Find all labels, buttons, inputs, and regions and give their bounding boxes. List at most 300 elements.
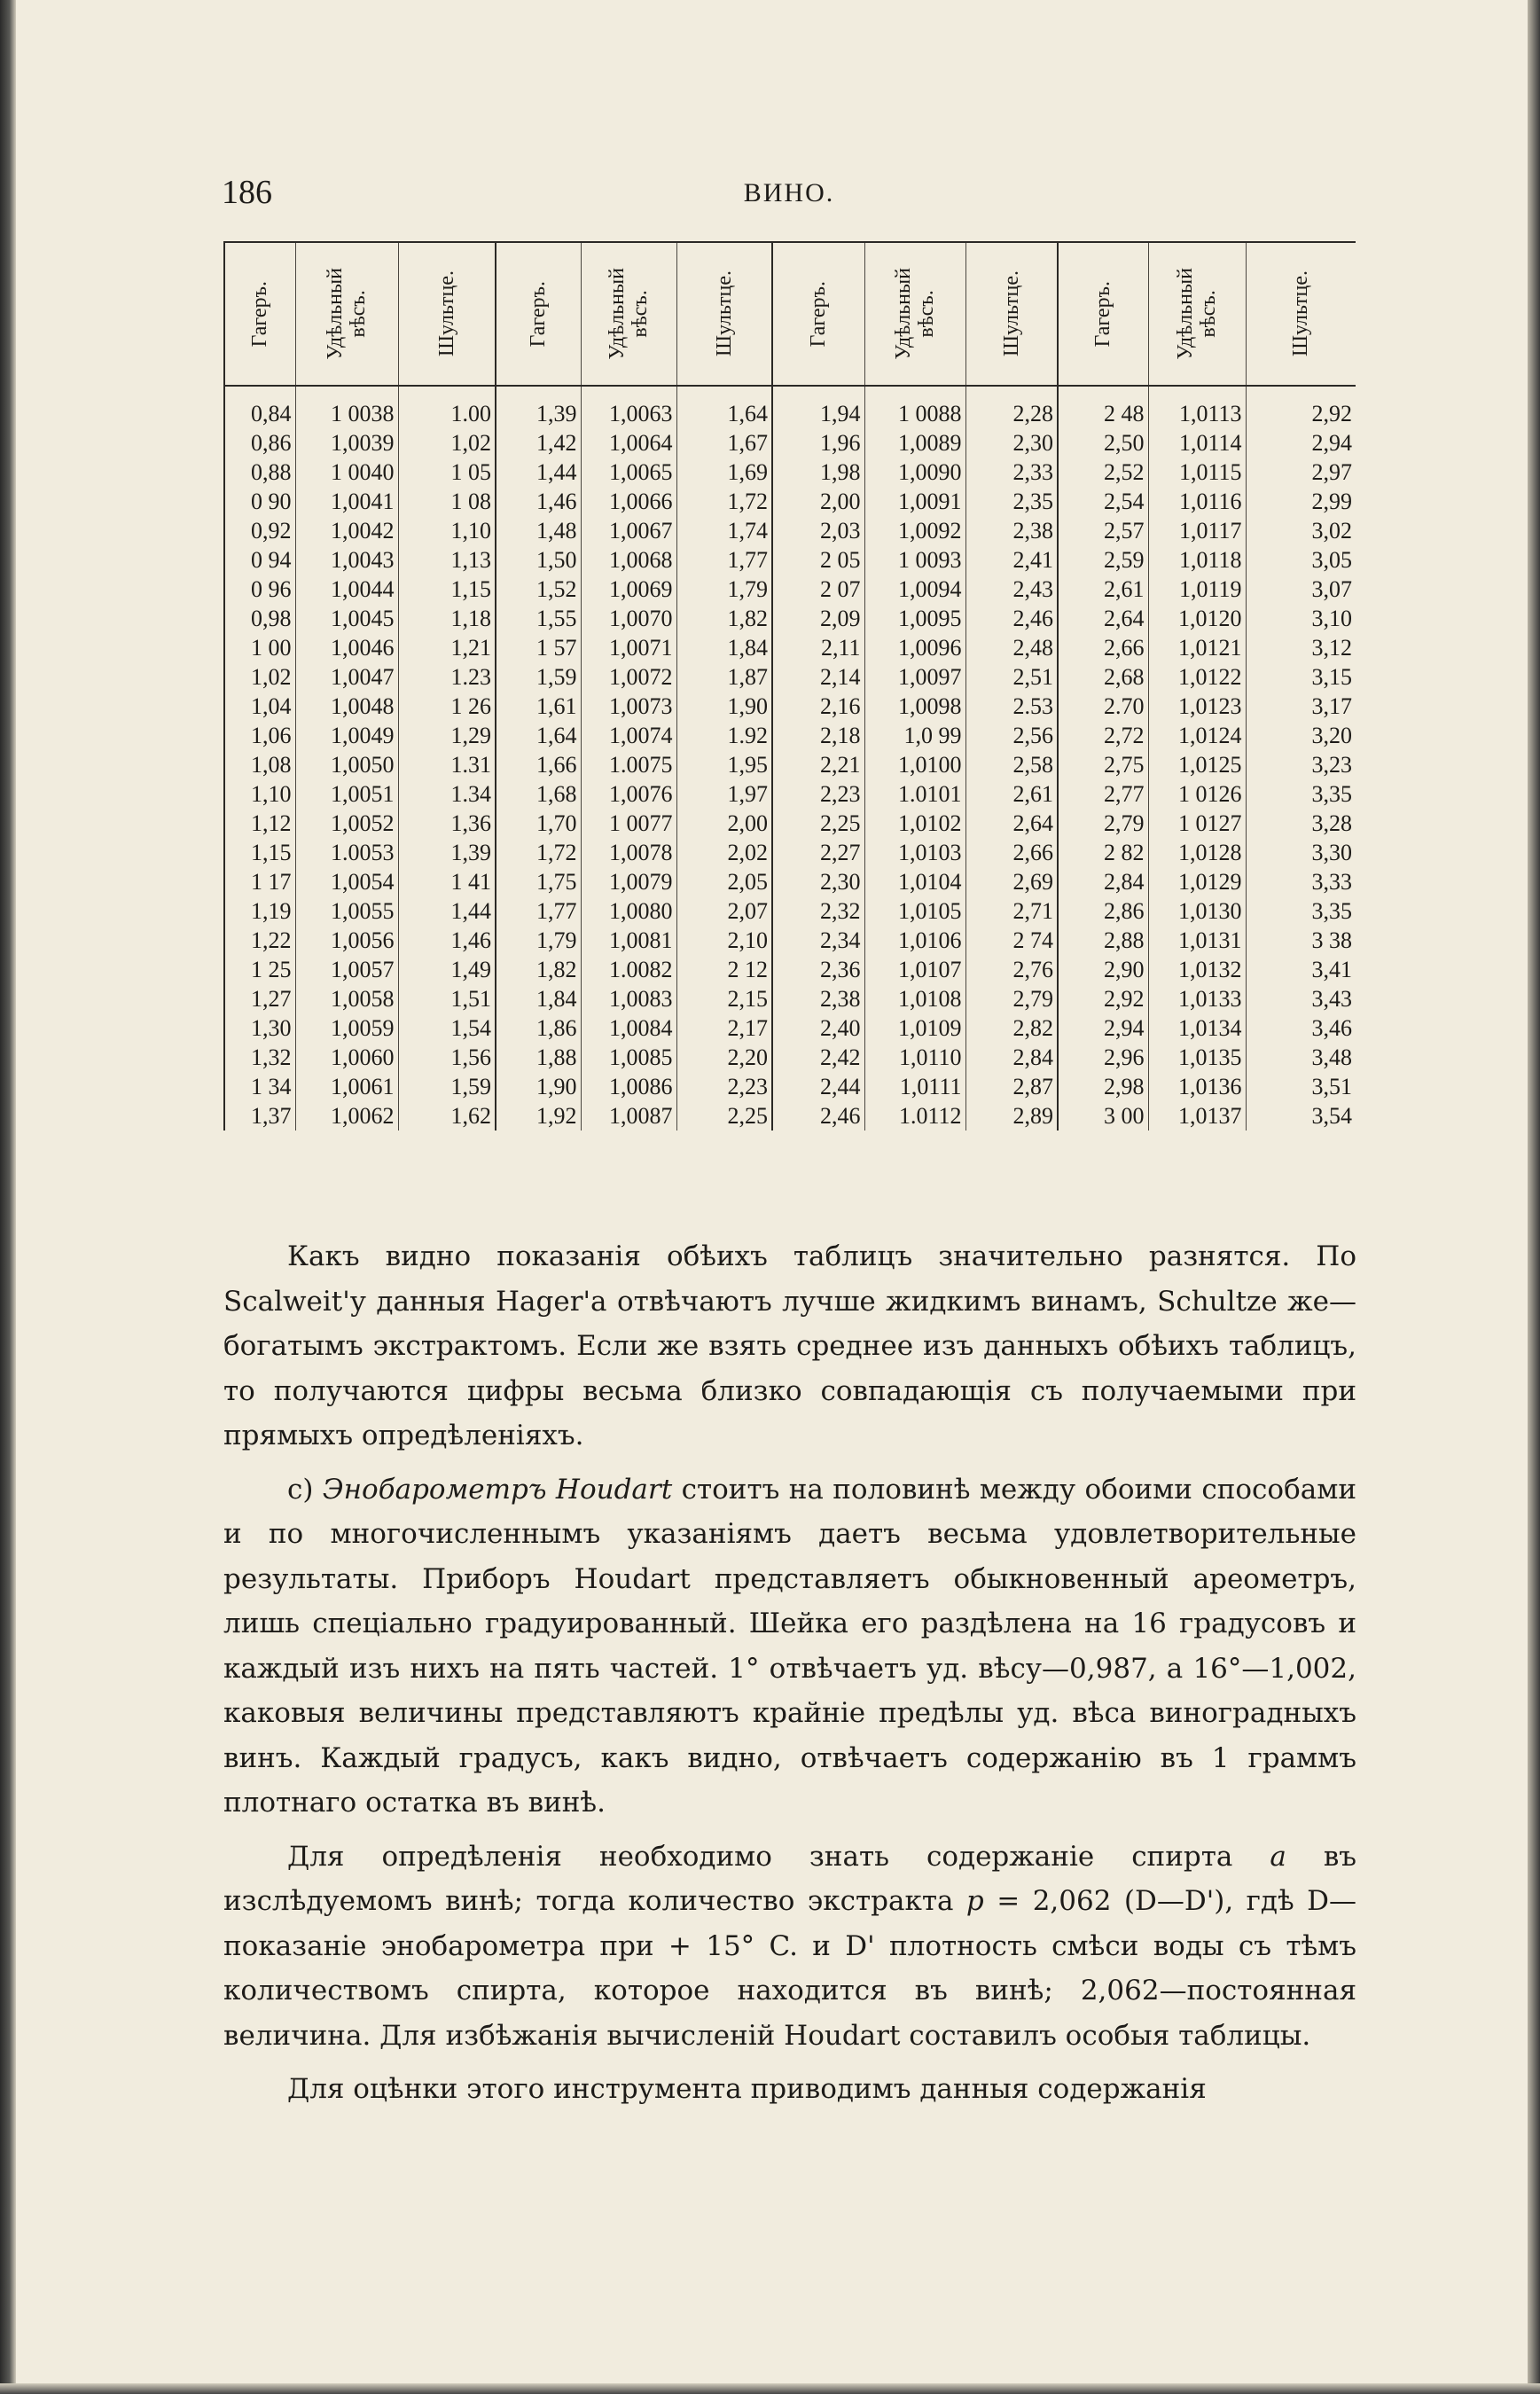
table-cell: 2,89 — [965, 1101, 1058, 1130]
table-cell: 2,17 — [676, 1013, 772, 1043]
table-cell: 1,0063 — [581, 386, 676, 428]
table-cell: 2,25 — [676, 1101, 772, 1130]
table-cell: 1,0134 — [1148, 1013, 1246, 1043]
table-cell: 1,37 — [224, 1101, 295, 1130]
table-cell: 2 07 — [772, 575, 864, 604]
table-cell: 1.0082 — [581, 955, 676, 984]
table-cell: 1,0103 — [864, 838, 965, 867]
table-cell: 1,0095 — [864, 604, 965, 633]
table-cell: 1 34 — [224, 1072, 295, 1101]
table-cell: 1,66 — [496, 750, 581, 779]
table-cell: 1,0111 — [864, 1072, 965, 1101]
table-cell: 3,41 — [1246, 955, 1356, 984]
page-edge-left — [0, 0, 16, 2394]
table-cell: 2,56 — [965, 721, 1058, 750]
table-cell: 1,0098 — [864, 692, 965, 721]
column-header — [864, 242, 965, 386]
table-cell: 1,06 — [224, 721, 295, 750]
table-cell: 1,42 — [496, 428, 581, 458]
table-cell: 2,36 — [772, 955, 864, 984]
table-cell: 2,28 — [965, 386, 1058, 428]
table-cell: 1,72 — [496, 838, 581, 867]
column-header-label: Гагеръ. — [527, 280, 551, 348]
table-cell: 1,0129 — [1148, 867, 1246, 896]
table-cell: 1,08 — [224, 750, 295, 779]
table-cell: 1,97 — [676, 779, 772, 809]
table-cell: 1,0107 — [864, 955, 965, 984]
column-header-label: Удѣльный вѣсъ. — [324, 268, 370, 360]
table-cell: 2,09 — [772, 604, 864, 633]
table-cell: 1,0043 — [295, 545, 398, 575]
table-cell: 1,0125 — [1148, 750, 1246, 779]
table-cell: 2,44 — [772, 1072, 864, 1101]
table-cell: 1,50 — [496, 545, 581, 575]
table-cell: 1,62 — [398, 1101, 496, 1130]
table-cell: 2,15 — [676, 984, 772, 1013]
column-header — [1246, 242, 1356, 386]
table-cell: 3 38 — [1246, 926, 1356, 955]
table-cell: 2,71 — [965, 896, 1058, 926]
table-cell: 1,0122 — [1148, 662, 1246, 692]
column-header — [965, 242, 1058, 386]
variable-p: p — [965, 1885, 984, 1917]
table-cell: 1,32 — [224, 1043, 295, 1072]
table-cell: 2,99 — [1246, 487, 1356, 516]
table-cell: 2,54 — [1058, 487, 1148, 516]
table-cell: 2,00 — [676, 809, 772, 838]
table-cell: 1,0090 — [864, 458, 965, 487]
table-cell: 1,0066 — [581, 487, 676, 516]
table-cell: 3,28 — [1246, 809, 1356, 838]
table-cell: 2,33 — [965, 458, 1058, 487]
table-cell: 1,0042 — [295, 516, 398, 545]
table-cell: 1,77 — [496, 896, 581, 926]
table-cell: 2,79 — [1058, 809, 1148, 838]
table-cell: 1,0058 — [295, 984, 398, 1013]
table-cell: 2,21 — [772, 750, 864, 779]
table-cell: 1,0048 — [295, 692, 398, 721]
table-cell: 1,75 — [496, 867, 581, 896]
table-cell: 1,86 — [496, 1013, 581, 1043]
table-cell: 2,64 — [965, 809, 1058, 838]
table-cell: 2,38 — [965, 516, 1058, 545]
table-cell: 1,0097 — [864, 662, 965, 692]
running-title: ВИНО. — [743, 178, 835, 207]
table-cell: 1,0056 — [295, 926, 398, 955]
column-header-label: Гагеръ. — [807, 280, 831, 348]
table-cell: 2,61 — [965, 779, 1058, 809]
table-cell: 1,44 — [398, 896, 496, 926]
table-cell: 3,17 — [1246, 692, 1356, 721]
table-cell: 1,56 — [398, 1043, 496, 1072]
table-cell: 2 82 — [1058, 838, 1148, 867]
table-cell: 1,59 — [496, 662, 581, 692]
table-cell: 2,66 — [1058, 633, 1148, 662]
table-cell: 1,0085 — [581, 1043, 676, 1072]
column-header — [1148, 242, 1246, 386]
table-cell: 1,0121 — [1148, 633, 1246, 662]
table-cell: 1,82 — [496, 955, 581, 984]
table-cell: 2,18 — [772, 721, 864, 750]
table-cell: 2,96 — [1058, 1043, 1148, 1072]
table-cell: 1,0054 — [295, 867, 398, 896]
page-header — [222, 173, 1356, 217]
formula-text-a: Для опредѣленія необходимо знать содержаніе спирта — [287, 1840, 1270, 1873]
table-cell: 1,84 — [496, 984, 581, 1013]
column-header — [1058, 242, 1148, 386]
table-cell: 1,0104 — [864, 867, 965, 896]
table-cell: 1 0040 — [295, 458, 398, 487]
table-cell: 1,0106 — [864, 926, 965, 955]
table-cell: 2,52 — [1058, 458, 1148, 487]
table-row — [224, 662, 1356, 692]
page-edge-right — [1528, 0, 1540, 2394]
table-cell: 1,77 — [676, 545, 772, 575]
table-cell: 1,0131 — [1148, 926, 1246, 955]
table-cell: 1,68 — [496, 779, 581, 809]
table-cell: 2,07 — [676, 896, 772, 926]
table-cell: 2,25 — [772, 809, 864, 838]
table-cell: 1,95 — [676, 750, 772, 779]
table-row — [224, 750, 1356, 779]
table-cell: 1,0133 — [1148, 984, 1246, 1013]
table-row — [224, 604, 1356, 633]
table-cell: 1 0077 — [581, 809, 676, 838]
table-header-row — [224, 242, 1356, 386]
table-cell: 1.0112 — [864, 1101, 965, 1130]
table-cell: 3,15 — [1246, 662, 1356, 692]
table-cell: 1,0084 — [581, 1013, 676, 1043]
table-cell: 3,10 — [1246, 604, 1356, 633]
table-cell: 1 05 — [398, 458, 496, 487]
table-cell: 1.00 — [398, 386, 496, 428]
table-cell: 1,98 — [772, 458, 864, 487]
table-cell: 1 08 — [398, 487, 496, 516]
table-cell: 2,66 — [965, 838, 1058, 867]
table-cell: 2,02 — [676, 838, 772, 867]
formula-text-b: въ изслѣдуемомъ винѣ; тогда количество экстракта — [223, 1840, 1357, 1917]
table-cell: 1,0119 — [1148, 575, 1246, 604]
table-row — [224, 896, 1356, 926]
table-cell: 1,0069 — [581, 575, 676, 604]
table-cell: 1,39 — [398, 838, 496, 867]
table-cell: 2,23 — [772, 779, 864, 809]
table-cell: 1.34 — [398, 779, 496, 809]
table-cell: 1,0137 — [1148, 1101, 1246, 1130]
table-cell: 1,0128 — [1148, 838, 1246, 867]
table-cell: 2,00 — [772, 487, 864, 516]
table-cell: 1,72 — [676, 487, 772, 516]
column-header — [496, 242, 581, 386]
table-cell: 1,0049 — [295, 721, 398, 750]
table-cell: 2,72 — [1058, 721, 1148, 750]
table-cell: 1.0101 — [864, 779, 965, 809]
table-cell: 2,59 — [1058, 545, 1148, 575]
table-cell: 2,90 — [1058, 955, 1148, 984]
table-row — [224, 428, 1356, 458]
paragraph-enobarometer-text: стоитъ на половинѣ между обоими способами и по многочисленнымъ указаніямъ даетъ весьма удовлетворительные результаты. Приборъ Houdart представляетъ обыкновенный ареометръ, лишь спеціально градуированный. Шейка его раздѣлена на 16 градусовъ и каждый изъ нихъ на пять частей. 1° отвѣчаетъ уд. вѣсу—0,987, а 16°—1,002, каковыя величины представляютъ крайніе предѣлы уд. вѣса виноградныхъ винъ. Каждый градусъ, какъ видно, отвѣчаетъ содержанію въ 1 граммъ плотнаго остатка въ винѣ. — [223, 1473, 1356, 1819]
table-cell: 1 0127 — [1148, 809, 1246, 838]
table-cell: 2,27 — [772, 838, 864, 867]
table-cell: 3,33 — [1246, 867, 1356, 896]
table-row — [224, 955, 1356, 984]
table-row — [224, 692, 1356, 721]
table-cell: 1,0110 — [864, 1043, 965, 1072]
table-cell: 1,15 — [224, 838, 295, 867]
table-cell: 2,51 — [965, 662, 1058, 692]
table-cell: 1,90 — [676, 692, 772, 721]
table-cell: 1,61 — [496, 692, 581, 721]
table-cell: 1 57 — [496, 633, 581, 662]
formula-text-c: = 2,062 (D—D'), гдѣ D—показаніе энобарометра при + 15° C. и D' плотность смѣси воды съ тѣмъ количествомъ спирта, которое находится въ винѣ; 2,062—постоянная величина. Для избѣжанія вычисленій Houdart составилъ особыя таблицы. — [223, 1885, 1356, 2052]
table-cell: 1,0100 — [864, 750, 965, 779]
table-cell: 2,46 — [772, 1101, 864, 1130]
table-cell: 1,87 — [676, 662, 772, 692]
table-cell: 1,0067 — [581, 516, 676, 545]
table-cell: 1,92 — [496, 1101, 581, 1130]
table-cell: 1,10 — [224, 779, 295, 809]
table-cell: 2,20 — [676, 1043, 772, 1072]
table-cell: 1,10 — [398, 516, 496, 545]
page-number: 186 — [222, 174, 272, 211]
table-row — [224, 809, 1356, 838]
table-cell: 1,0052 — [295, 809, 398, 838]
table-cell: 1,0087 — [581, 1101, 676, 1130]
table-cell: 2,32 — [772, 896, 864, 926]
table-cell: 2,40 — [772, 1013, 864, 1043]
table-cell: 1,15 — [398, 575, 496, 604]
table-cell: 0,92 — [224, 516, 295, 545]
table-cell: 1,21 — [398, 633, 496, 662]
table-row — [224, 838, 1356, 867]
table-cell: 1 17 — [224, 867, 295, 896]
table-cell: 1,96 — [772, 428, 864, 458]
table-cell: 1,0091 — [864, 487, 965, 516]
table-cell: 1,0108 — [864, 984, 965, 1013]
table-row — [224, 867, 1356, 896]
table-cell: 1,0072 — [581, 662, 676, 692]
column-header — [772, 242, 864, 386]
table-cell: 2,30 — [772, 867, 864, 896]
column-header-label: Удѣльный вѣсъ. — [606, 268, 652, 360]
table-cell: 1,0057 — [295, 955, 398, 984]
table-cell: 3,02 — [1246, 516, 1356, 545]
table-cell: 1,36 — [398, 809, 496, 838]
table-cell: 1,29 — [398, 721, 496, 750]
table-cell: 1,90 — [496, 1072, 581, 1101]
table-cell: 2,57 — [1058, 516, 1148, 545]
list-marker: c) — [287, 1473, 323, 1506]
table-cell: 1 0088 — [864, 386, 965, 428]
table-cell: 1,0078 — [581, 838, 676, 867]
table-cell: 1 41 — [398, 867, 496, 896]
table-cell: 2,30 — [965, 428, 1058, 458]
table-cell: 0,88 — [224, 458, 295, 487]
table-cell: 2,64 — [1058, 604, 1148, 633]
table-cell: 2,76 — [965, 955, 1058, 984]
column-header — [398, 242, 496, 386]
table-row — [224, 516, 1356, 545]
table-cell: 2,05 — [676, 867, 772, 896]
table-cell: 1,82 — [676, 604, 772, 633]
table-cell: 2,92 — [1246, 386, 1356, 428]
table-cell: 2,35 — [965, 487, 1058, 516]
table-cell: 1,0080 — [581, 896, 676, 926]
table-cell: 2,77 — [1058, 779, 1148, 809]
table-cell: 1,0116 — [1148, 487, 1246, 516]
table-row — [224, 926, 1356, 955]
table-cell: 1,0 99 — [864, 721, 965, 750]
column-header-label: Шультце. — [712, 270, 736, 357]
table-cell: 1,84 — [676, 633, 772, 662]
table-row — [224, 633, 1356, 662]
table-cell: 1,0092 — [864, 516, 965, 545]
body-text — [223, 1234, 1356, 2121]
table-row — [224, 545, 1356, 575]
table-cell: 1,0089 — [864, 428, 965, 458]
table-cell: 1,0115 — [1148, 458, 1246, 487]
table-cell: 2,86 — [1058, 896, 1148, 926]
table-cell: 1 0038 — [295, 386, 398, 428]
table-cell: 1,04 — [224, 692, 295, 721]
table-cell: 2,61 — [1058, 575, 1148, 604]
table-cell: 1,0096 — [864, 633, 965, 662]
density-table — [223, 241, 1355, 1206]
table-cell: 1,46 — [398, 926, 496, 955]
table-cell: 2,43 — [965, 575, 1058, 604]
paragraph-comparison: Какъ видно показанія обѣихъ таблицъ значительно разнятся. По Scalweit'у данныя Hager'а отвѣчаютъ лучше жидкимъ винамъ, Schultze же—богатымъ экстрактомъ. Если же взять среднее изъ данныхъ обѣихъ таблицъ, то получаются цифры весьма близко совпадающія съ получаемыми при прямыхъ опредѣленіяхъ. — [223, 1240, 1356, 1451]
table-cell: 1,18 — [398, 604, 496, 633]
table-row — [224, 487, 1356, 516]
table-cell: 1,12 — [224, 809, 295, 838]
table-row — [224, 1013, 1356, 1043]
table-cell: 2 48 — [1058, 386, 1148, 428]
table-cell: 3,43 — [1246, 984, 1356, 1013]
table-cell: 1,0068 — [581, 545, 676, 575]
table-cell: 3,46 — [1246, 1013, 1356, 1043]
table-cell: 2,14 — [772, 662, 864, 692]
table-cell: 2,82 — [965, 1013, 1058, 1043]
table-cell: 2 12 — [676, 955, 772, 984]
table-cell: 1,0060 — [295, 1043, 398, 1072]
table-cell: 1.92 — [676, 721, 772, 750]
table-cell: 1,13 — [398, 545, 496, 575]
table-cell: 3 00 — [1058, 1101, 1148, 1130]
table-cell: 2,88 — [1058, 926, 1148, 955]
table-cell: 1,0130 — [1148, 896, 1246, 926]
table-cell: 1,88 — [496, 1043, 581, 1072]
table-cell: 1,02 — [224, 662, 295, 692]
table-cell: 1,0050 — [295, 750, 398, 779]
table-cell: 1,0059 — [295, 1013, 398, 1043]
table-cell: 1,69 — [676, 458, 772, 487]
table-cell: 1,79 — [676, 575, 772, 604]
table-cell: 1,0120 — [1148, 604, 1246, 633]
table-cell: 1 0093 — [864, 545, 965, 575]
table-cell: 0,98 — [224, 604, 295, 633]
column-header — [295, 242, 398, 386]
table-cell: 1,0064 — [581, 428, 676, 458]
table-cell: 1,44 — [496, 458, 581, 487]
table-cell: 2.70 — [1058, 692, 1148, 721]
table-cell: 1,94 — [772, 386, 864, 428]
table-cell: 1,0118 — [1148, 545, 1246, 575]
table-cell: 1,0046 — [295, 633, 398, 662]
table-cell: 2,84 — [965, 1043, 1058, 1072]
table-cell: 1,51 — [398, 984, 496, 1013]
table-cell: 0,84 — [224, 386, 295, 428]
table-cell: 1,0045 — [295, 604, 398, 633]
table-cell: 1,46 — [496, 487, 581, 516]
table-cell: 1,0109 — [864, 1013, 965, 1043]
table-cell: 2,16 — [772, 692, 864, 721]
table-cell: 2,42 — [772, 1043, 864, 1072]
table-cell: 1,0074 — [581, 721, 676, 750]
table-cell: 1,0051 — [295, 779, 398, 809]
column-header-label: Шультце. — [1289, 270, 1313, 357]
table-cell: 2,87 — [965, 1072, 1058, 1101]
table-cell: 2,69 — [965, 867, 1058, 896]
table-cell: 2 74 — [965, 926, 1058, 955]
table-cell: 1,0135 — [1148, 1043, 1246, 1072]
table-cell: 1,0081 — [581, 926, 676, 955]
table-cell: 1.0053 — [295, 838, 398, 867]
table-cell: 1,54 — [398, 1013, 496, 1043]
table-cell: 2.53 — [965, 692, 1058, 721]
table-cell: 3,35 — [1246, 779, 1356, 809]
table-cell: 1,0073 — [581, 692, 676, 721]
table-cell: 1,74 — [676, 516, 772, 545]
table-cell: 3,07 — [1246, 575, 1356, 604]
table-cell: 1.23 — [398, 662, 496, 692]
table-cell: 2 05 — [772, 545, 864, 575]
table-cell: 1,0124 — [1148, 721, 1246, 750]
table-cell: 1,0132 — [1148, 955, 1246, 984]
table-cell: 0 90 — [224, 487, 295, 516]
table-cell: 1,59 — [398, 1072, 496, 1101]
table-cell: 1,0136 — [1148, 1072, 1246, 1101]
table-cell: 1,0039 — [295, 428, 398, 458]
column-header-label: Удѣльный вѣсъ. — [892, 268, 938, 360]
column-header-label: Шультце. — [999, 270, 1023, 357]
table-cell: 1,70 — [496, 809, 581, 838]
table-cell: 1,0079 — [581, 867, 676, 896]
table-cell: 1,0105 — [864, 896, 965, 926]
column-header — [224, 242, 295, 386]
column-header-label: Удѣльный вѣсъ. — [1174, 268, 1220, 360]
table-cell: 1,0117 — [1148, 516, 1246, 545]
table-cell: 2,03 — [772, 516, 864, 545]
table-cell: 1,0041 — [295, 487, 398, 516]
table-cell: 1,0113 — [1148, 386, 1246, 428]
table-cell: 2,11 — [772, 633, 864, 662]
table-cell: 3,12 — [1246, 633, 1356, 662]
table-cell: 2,79 — [965, 984, 1058, 1013]
table-cell: 2,50 — [1058, 428, 1148, 458]
table-row — [224, 1043, 1356, 1072]
table-cell: 2,75 — [1058, 750, 1148, 779]
column-header — [581, 242, 676, 386]
table-cell: 2,94 — [1246, 428, 1356, 458]
table-row — [224, 386, 1356, 428]
column-header-label: Гагеръ. — [248, 280, 272, 348]
table-cell: 2,58 — [965, 750, 1058, 779]
table-cell: 1,0123 — [1148, 692, 1246, 721]
table-cell: 3,48 — [1246, 1043, 1356, 1072]
table-cell: 1,0086 — [581, 1072, 676, 1101]
table-cell: 1,0044 — [295, 575, 398, 604]
table-row — [224, 984, 1356, 1013]
